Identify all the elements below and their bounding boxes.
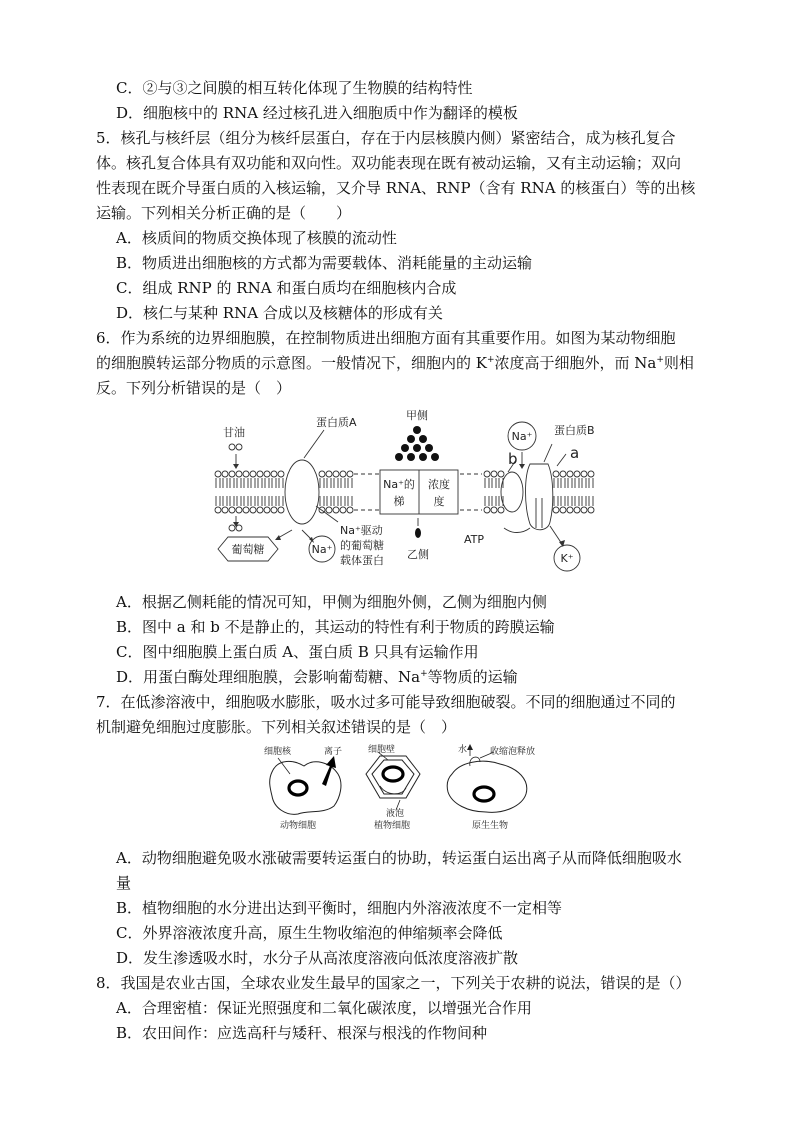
cell-wall-label: 细胞壁 [368, 745, 396, 755]
q8-stem: 8．我国是农业古国，全球农业发生最早的国家之一，下列关于农耕的说法，错误的是（） [96, 974, 691, 992]
glucose-label: 葡萄糖 [231, 543, 265, 556]
q4-option-c: C．②与③之间膜的相互转化体现了生物膜的结构特性 [116, 79, 473, 97]
q6-stem-line-1: 6．作为系统的边界细胞膜，在控制物质进出细胞方面有其重要作用。如图为某动物细胞 [96, 329, 676, 347]
vacuole-label: 液泡 [386, 809, 405, 819]
gradient-label-left-bottom: 梯 [393, 495, 405, 508]
protein-b-pump-shape [526, 464, 553, 530]
q5-option-b: B．物质进出细胞核的方式都为需要载体、消耗能量的主动运输 [116, 254, 533, 272]
superscript-plus: + [420, 669, 428, 679]
q5-option-c: C．组成 RNP 的 RNA 和蛋白质均在细胞核内合成 [116, 279, 457, 297]
plant-cell-label: 植物细胞 [374, 821, 411, 831]
q7-stem-line-2: 机制避免细胞过度膨胀。下列相关叙述错误的是（ ） [96, 718, 457, 736]
protein-b-label: 蛋白质B [554, 424, 595, 437]
gradient-label-right-bottom: 度 [433, 495, 445, 508]
water-arrow-icon [467, 744, 473, 750]
plant-nucleus [383, 767, 403, 781]
animal-cell-label: 动物细胞 [280, 821, 317, 831]
ion-label: 离子 [324, 747, 343, 757]
gradient-label-right-top: 浓度 [428, 478, 450, 491]
na-ion-label-left: Na⁺ [311, 543, 333, 556]
q7-option-b: B．植物细胞的水分进出达到平衡时，细胞内外溶液浓度不一定相等 [116, 899, 563, 917]
membrane-transport-figure [212, 406, 598, 576]
nucleus-label: 细胞核 [264, 747, 292, 757]
carrier-label-line-1: Na⁺驱动 [340, 524, 383, 537]
q6-option-d-text: D．用蛋白酶处理细胞膜，会影响葡萄糖、Na [116, 668, 421, 686]
atp-label: ATP [464, 533, 485, 546]
cell-swelling-figure [264, 744, 540, 834]
q8-option-b: B．农田间作：应选高秆与矮秆、根深与根浅的作物间种 [116, 1024, 488, 1042]
protist-nucleus [474, 787, 494, 801]
q5-option-d: D．核仁与某种 RNA 合成以及核糖体的形成有关 [116, 304, 443, 322]
superscript-plus: + [656, 355, 664, 365]
right-bilayer [484, 471, 594, 513]
q6-option-a: A．根据乙侧耗能的情况可知，甲侧为细胞外侧，乙侧为细胞内侧 [116, 593, 547, 611]
q6-stem-text: 的细胞膜转运部分物质的示意图。一般情况下，细胞内的 K [96, 354, 487, 372]
q6-stem-line-3: 反。下列分析错误的是（ ） [96, 379, 292, 397]
gradient-label-left-top: Na⁺的 [383, 478, 415, 491]
q5-stem-line-1: 5．核孔与核纤层（组分为核纤层蛋白，存在于内层核膜内侧）紧密结合，成为核孔复合 [96, 129, 676, 147]
q6-option-b: B．图中 a 和 b 不是静止的，其运动的特性有利于物质的跨膜运输 [116, 618, 555, 636]
protein-a-label: 蛋白质A [316, 416, 357, 429]
q5-stem-line-3: 性表现在既介导蛋白质的入核运输，又介导 RNA、RNP（含有 RNA 的核蛋白）等的出核 [96, 179, 696, 197]
carrier-label-line-2: 的葡萄糖 [340, 539, 384, 552]
q7-option-c: C．外界溶液浓度升高，原生生物收缩泡的伸缩频率会降低 [116, 924, 503, 942]
q6-stem-line-2 [96, 351, 694, 375]
q8-option-a: A．合理密植：保证光照强度和二氧化碳浓度，以增强光合作用 [116, 999, 532, 1017]
q5-option-a: A．核质间的物质交换体现了核膜的流动性 [116, 229, 397, 247]
q4-option-d: D．细胞核中的 RNA 经过核孔进入细胞质中作为翻译的模板 [116, 104, 518, 122]
q6-option-d [116, 665, 518, 689]
na-ion-label: Na⁺ [511, 430, 533, 443]
q5-stem-line-2: 体。核孔复合体具有双功能和双向性。双功能表现在既有被动运输，又有主动运输；双向 [96, 154, 682, 172]
protist-label: 原生生物 [472, 821, 509, 831]
q6-option-c: C．图中细胞膜上蛋白质 A、蛋白质 B 只具有运输作用 [116, 643, 479, 661]
q5-stem-line-4: 运输。下列相关分析正确的是（ ） [96, 204, 352, 222]
contractile-release-label: 收缩泡释放 [490, 747, 536, 757]
animal-nucleus [289, 781, 307, 795]
side-a-label: 甲侧 [406, 409, 428, 422]
q6-stem-text: 则相 [663, 354, 694, 372]
q7-stem-line-1: 7．在低渗溶液中，细胞吸水膨胀，吸水过多可能导致细胞破裂。不同的细胞通过不同的 [96, 693, 676, 711]
plant-cell-inner [372, 760, 414, 794]
k-ion-label: K⁺ [560, 552, 574, 565]
carrier-label-line-3: 载体蛋白 [340, 554, 384, 567]
label-b: b [508, 450, 518, 468]
label-a: a [570, 444, 580, 462]
q7-option-a-line-1: A．动物细胞避免吸水涨破需要转运蛋白的协助，转运蛋白运出离子从而降低细胞吸水 [116, 849, 682, 867]
superscript-plus: + [486, 355, 495, 365]
q7-option-a-line-2: 量 [116, 874, 132, 892]
glycerol-label: 甘油 [223, 426, 245, 439]
side-b-label: 乙侧 [407, 548, 429, 561]
protein-a-shape [285, 460, 319, 524]
left-bilayer [215, 471, 353, 513]
ion-arrow-icon [322, 756, 336, 786]
protein-b-shape [501, 472, 523, 512]
q6-stem-text: 浓度高于细胞外，而 Na [494, 354, 657, 372]
q7-option-d: D．发生渗透吸水时，水分子从高浓度溶液向低浓度溶液扩散 [116, 949, 519, 967]
q6-option-d-text: 等物质的运输 [427, 668, 518, 686]
water-label: 水 [458, 745, 468, 755]
